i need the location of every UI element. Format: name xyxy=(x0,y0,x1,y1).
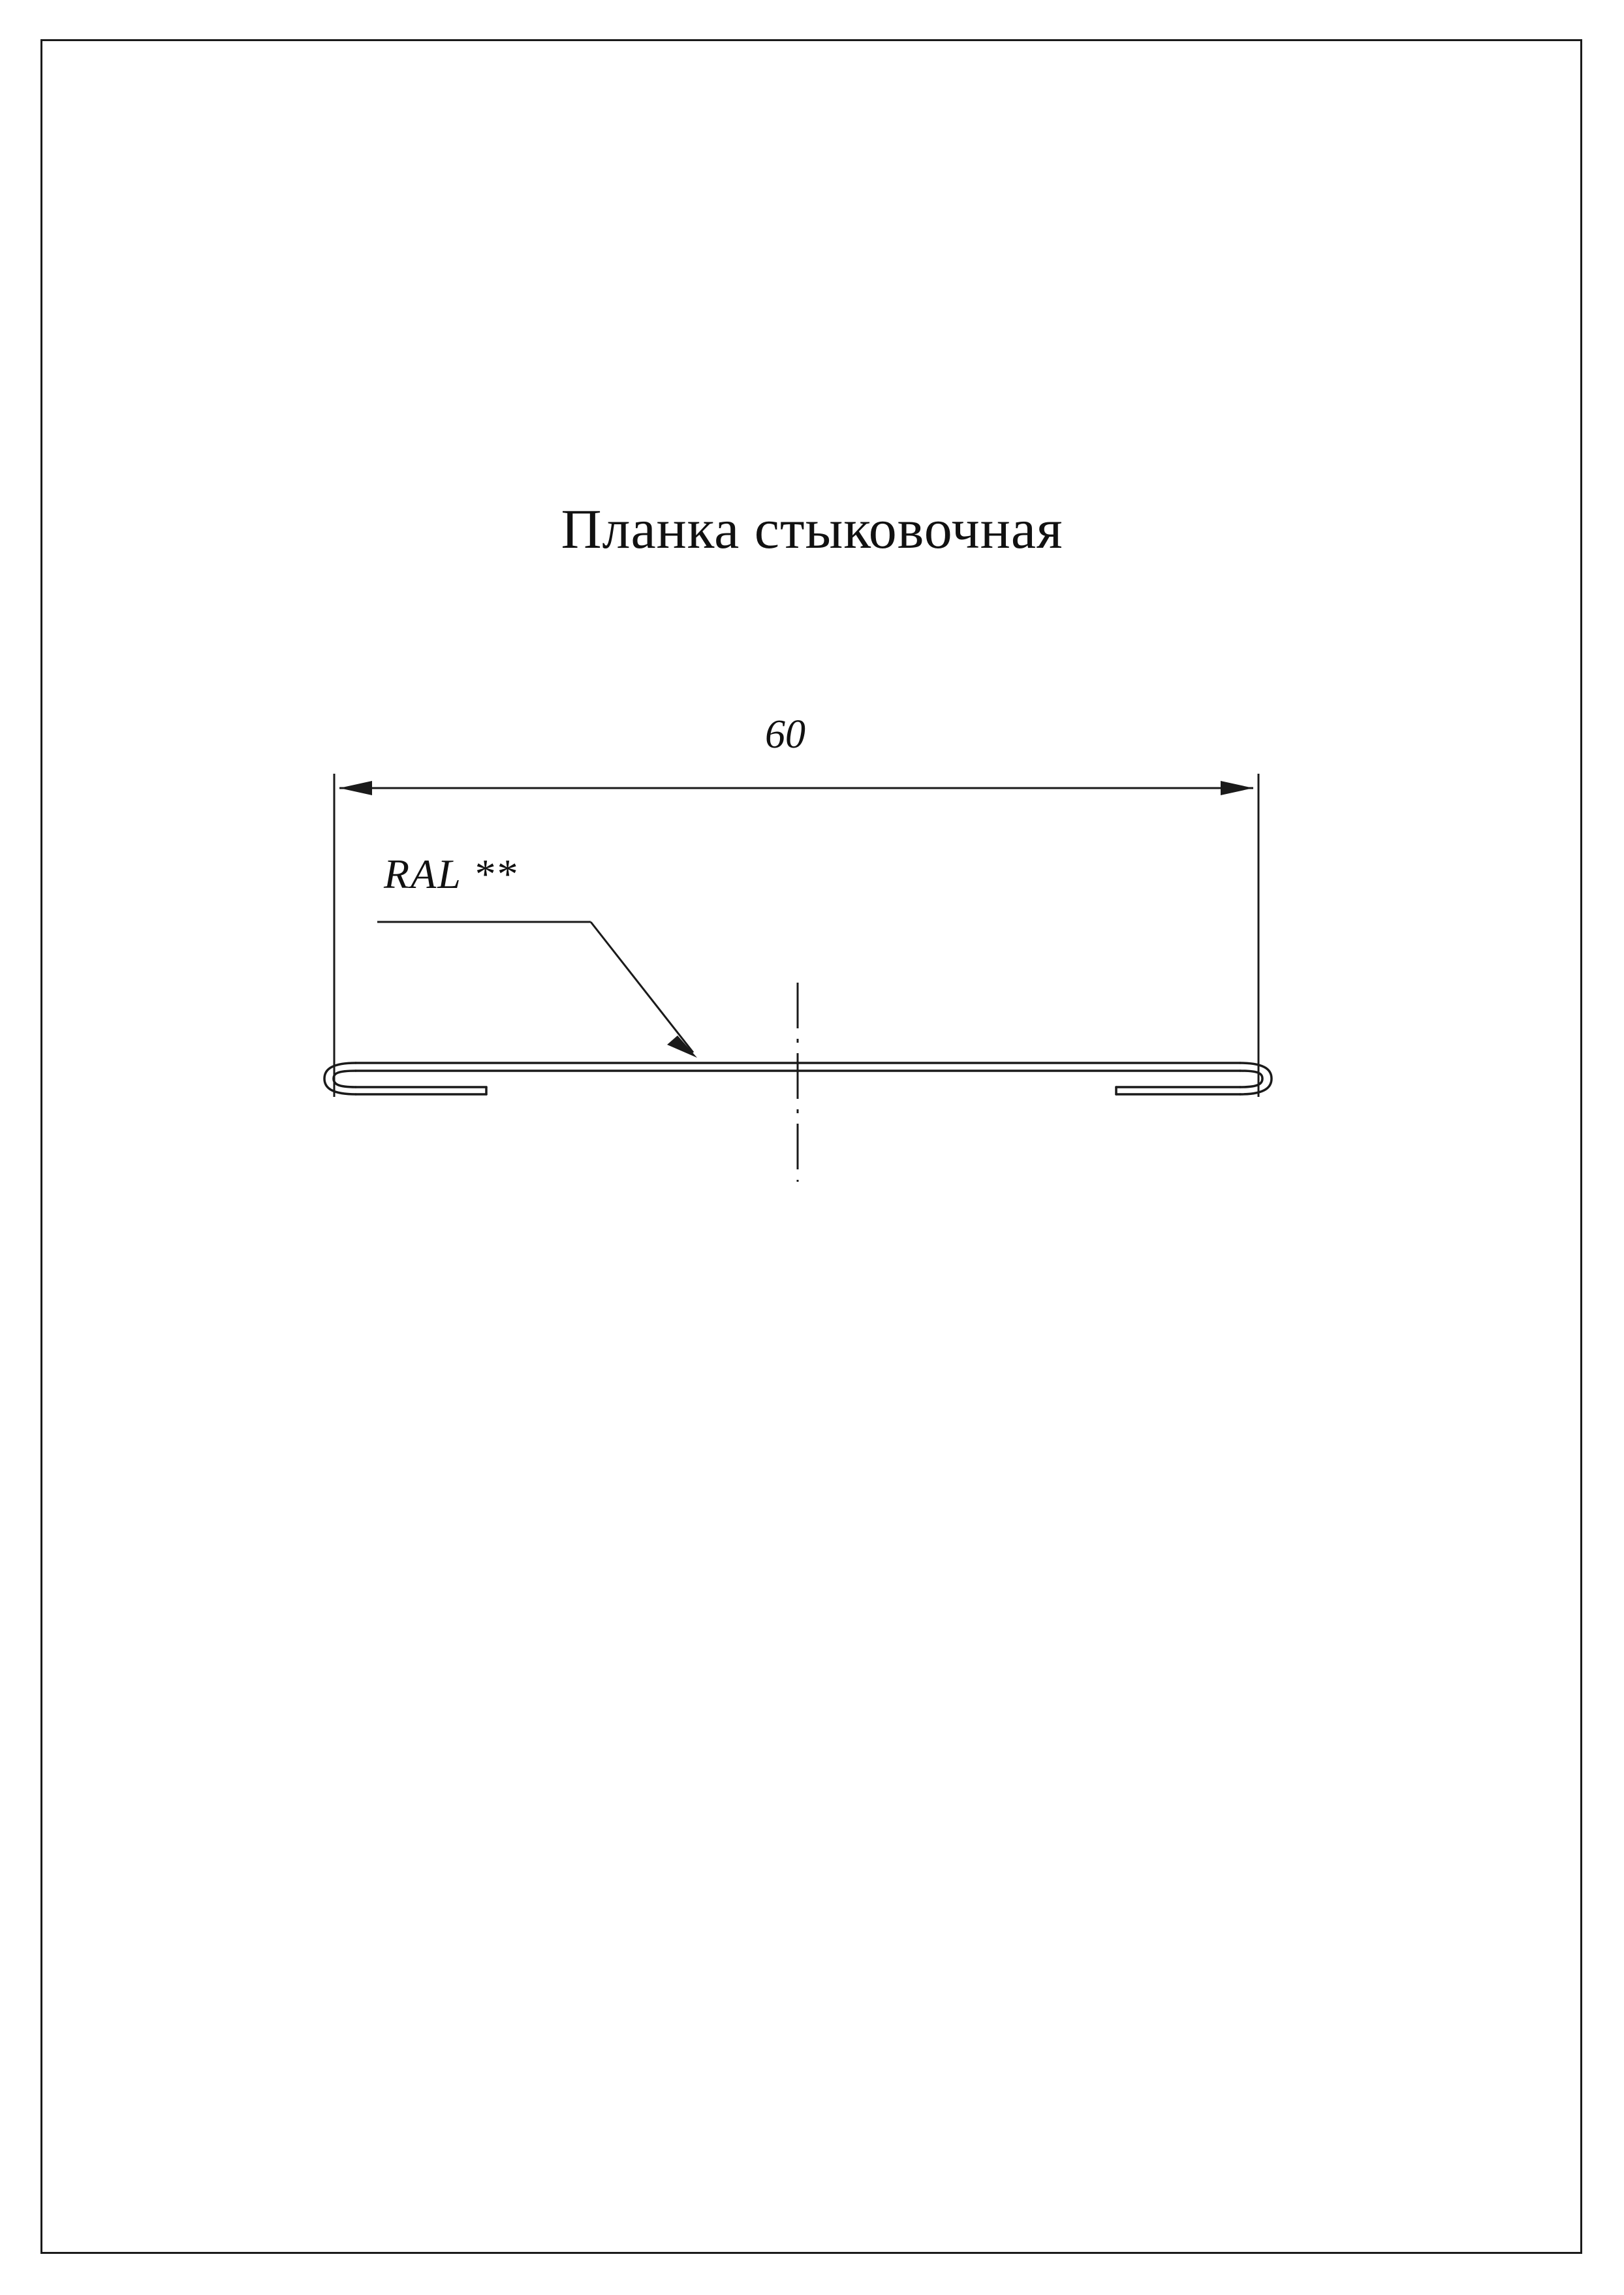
dimension-width-group xyxy=(334,774,1258,1097)
profile-left-hem-inner xyxy=(334,1071,356,1087)
ral-leader-group xyxy=(377,922,697,1058)
profile-left-hem-outer xyxy=(324,1063,356,1094)
arrow-head-right xyxy=(1221,781,1253,795)
ral-annotation-label: RAL ** xyxy=(384,851,518,897)
dimension-width-label: 60 xyxy=(765,712,805,757)
profile-right-hem-outer xyxy=(1240,1063,1272,1094)
arrow-head-left xyxy=(339,781,372,795)
ral-leader-slant xyxy=(591,922,693,1053)
page-title: Планка стыковочная xyxy=(561,498,1063,560)
